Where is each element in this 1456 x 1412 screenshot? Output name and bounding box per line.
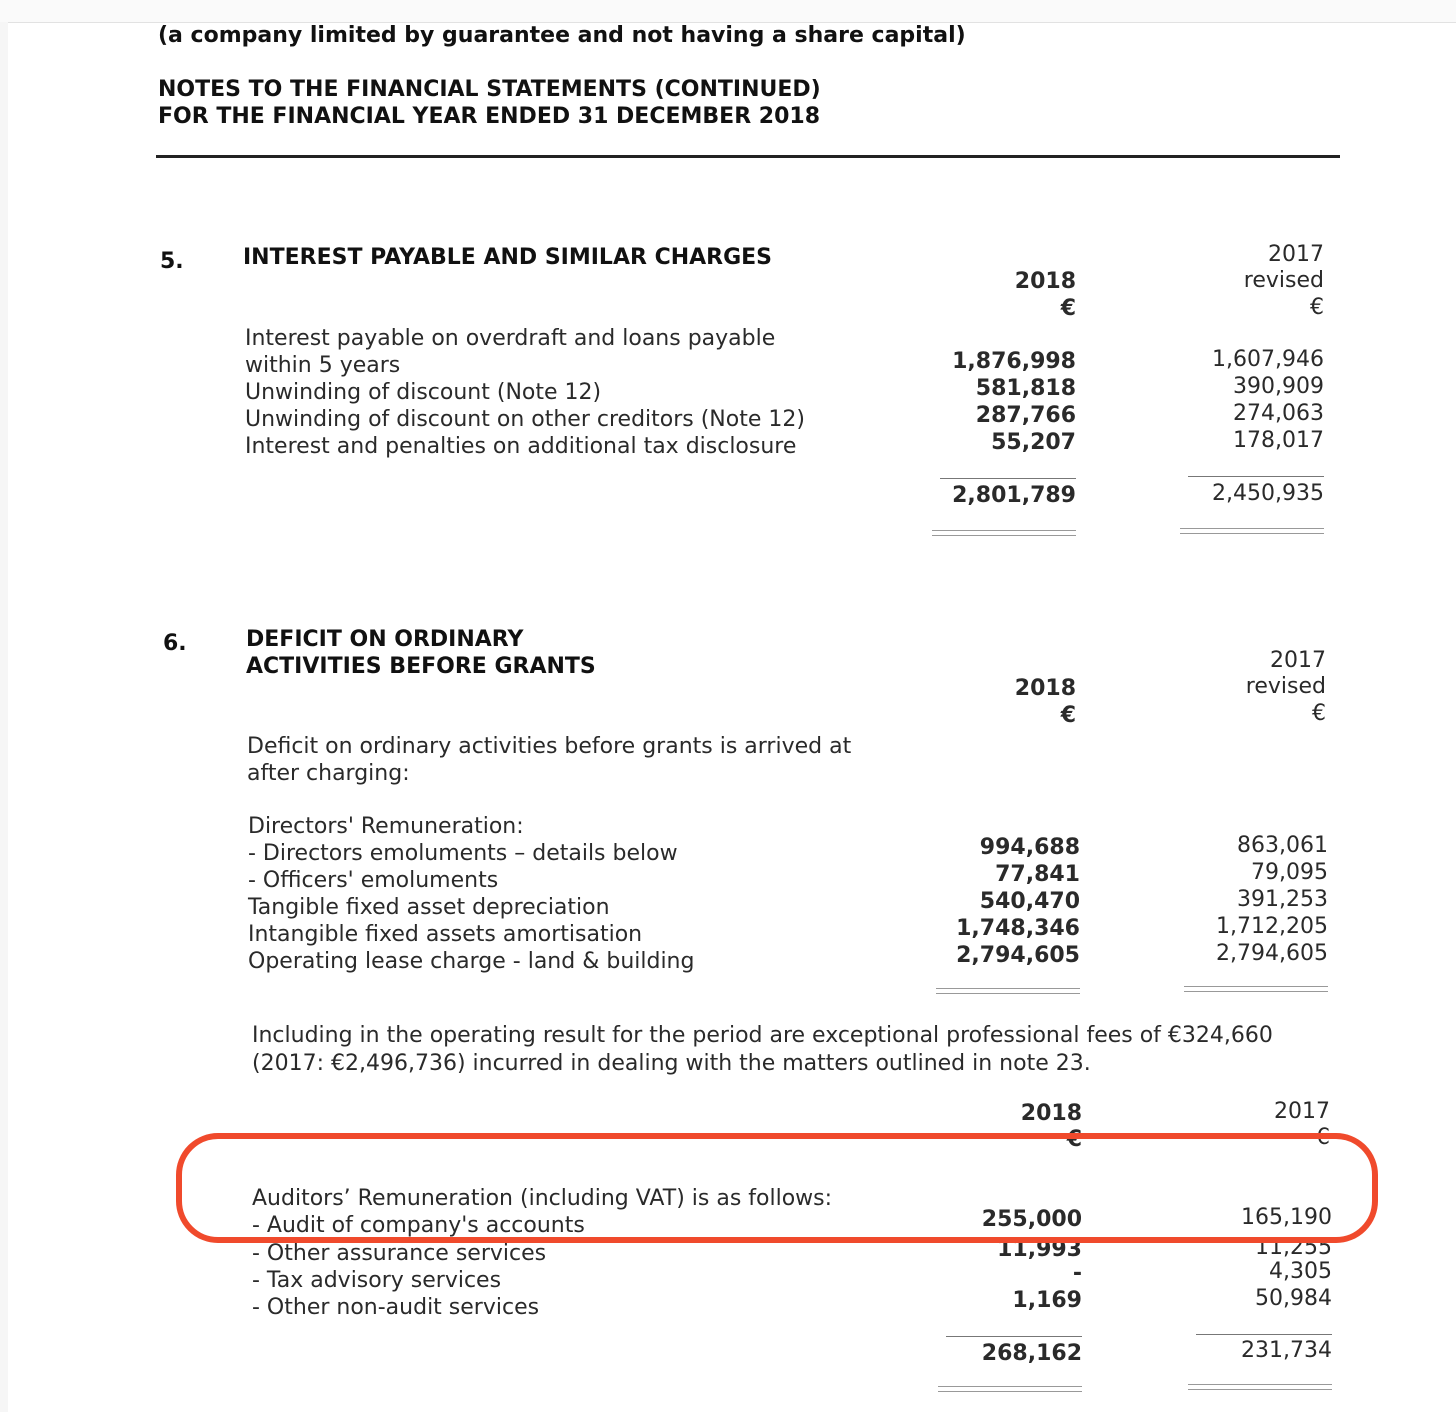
note-5-value-2017: 1,607,946 — [1212, 347, 1324, 372]
note-6-intro-line2: after charging: — [247, 761, 410, 786]
note-5-total-double-rule-2017 — [1180, 528, 1324, 534]
note-5-value-2018: 287,766 — [975, 403, 1076, 428]
auditors-hidden-2018-clip — [900, 1237, 1082, 1262]
auditors-col-2017: 2017 — [1274, 1099, 1330, 1124]
note-5-value-2018: 581,818 — [975, 376, 1076, 401]
note-6-values-2018 — [900, 834, 1080, 969]
note-6-values-2017 — [1150, 832, 1328, 967]
note-6-col-2017: 2017 — [1270, 648, 1326, 673]
note-5-values-2017 — [1150, 346, 1324, 454]
note-5-values-2018 — [900, 348, 1076, 456]
note-6-row-label: Intangible fixed assets amortisation — [248, 922, 643, 947]
note-6-row-label: - Directors emoluments – details below — [248, 841, 678, 866]
auditors-row-label: - Other non-audit services — [252, 1295, 540, 1320]
note-6-value-2018: 2,794,605 — [956, 943, 1080, 968]
note-5-subtotal-rule-2018 — [940, 478, 1076, 479]
viewer-top-edge — [0, 0, 1456, 23]
note-6-double-rule-2018 — [936, 988, 1080, 994]
note-6-value-2017: 863,061 — [1237, 833, 1328, 858]
note-5-total-2017: 2,450,935 — [1212, 481, 1324, 506]
header-divider — [156, 155, 1340, 158]
note-6-row-label: Operating lease charge - land & building — [248, 949, 695, 974]
note-6-title: DEFICIT ON ORDINARY — [246, 627, 524, 652]
note-6-row-label: - Officers' emoluments — [248, 868, 499, 893]
note-5-value-2017: 274,063 — [1233, 401, 1324, 426]
note-6-revised-label: revised — [1245, 674, 1326, 699]
auditors-subtotal-rule-2017 — [1196, 1334, 1332, 1335]
note-6-number: 6. — [163, 631, 187, 656]
note-5-currency-2018: € — [1060, 296, 1076, 321]
note-6-value-2017: 79,095 — [1251, 860, 1328, 885]
note-6-value-2017: 391,253 — [1237, 887, 1328, 912]
note-6-value-2018: 540,470 — [979, 889, 1080, 914]
note-5-labels — [245, 325, 805, 460]
note-6-currency-2017: € — [1312, 701, 1326, 726]
note-5-col-2017: 2017 — [1268, 242, 1324, 267]
note-6-value-2017: 2,794,605 — [1216, 941, 1328, 966]
note-5-row-label: Interest payable on overdraft and loans payable — [245, 326, 776, 351]
note-5-currency-2017: € — [1310, 295, 1324, 320]
note-5-value-2018: 55,207 — [991, 430, 1076, 455]
note-6-double-rule-2017 — [1184, 986, 1328, 992]
note-5-number: 5. — [160, 249, 184, 274]
note-6-intro: Deficit on ordinary activities before grants is arrived at — [247, 734, 852, 759]
auditors-value-2017: 11,255 — [1255, 1235, 1332, 1260]
note-5-col-2018: 2018 — [1014, 269, 1076, 294]
annotation-highlight-box — [176, 1133, 1378, 1243]
auditors-row-label: - Audit of company's accounts — [252, 1213, 585, 1238]
auditors-double-rule-2017 — [1188, 1384, 1332, 1390]
note-5-row-label: Unwinding of discount on other creditors (Note 12) — [245, 407, 805, 432]
viewer-left-edge — [0, 22, 8, 1412]
note-5-subtotal-rule-2017 — [1188, 476, 1324, 477]
note-5-row-label: Unwinding of discount (Note 12) — [245, 380, 602, 405]
auditors-value-2018: 11,993 — [997, 1237, 1082, 1262]
note-5-value-2017: 178,017 — [1233, 428, 1324, 453]
auditors-value-2017: 4,305 — [1269, 1259, 1332, 1284]
auditors-hidden-label-clip — [240, 1241, 640, 1266]
auditors-value-2017: 50,984 — [1255, 1286, 1332, 1311]
auditors-currency-2018: € — [1066, 1127, 1082, 1152]
note-6-value-2018: 77,841 — [995, 862, 1080, 887]
auditors-row-label: - Tax advisory services — [252, 1268, 502, 1293]
note-6-labels — [248, 813, 694, 975]
note-5-total-2018: 2,801,789 — [952, 483, 1076, 508]
financial-year-title: FOR THE FINANCIAL YEAR ENDED 31 DECEMBER 2018 — [158, 104, 821, 129]
note-6-title-line2: ACTIVITIES BEFORE GRANTS — [246, 654, 596, 679]
note-5-revised-label: revised — [1243, 268, 1324, 293]
auditors-col-2018: 2018 — [1020, 1101, 1082, 1126]
note-5-row-label: within 5 years — [245, 353, 401, 378]
auditors-value-2018: 255,000 — [981, 1207, 1082, 1232]
notes-title: NOTES TO THE FINANCIAL STATEMENTS (CONTINUED) — [158, 77, 821, 102]
note-6-row-label: Tangible fixed asset depreciation — [248, 895, 610, 920]
note-6-value-2017: 1,712,205 — [1216, 914, 1328, 939]
auditors-subtotal-rule-2018 — [946, 1336, 1082, 1337]
company-description: (a company limited by guarantee and not having a share capital) — [158, 23, 966, 48]
note-5-value-2018: 1,876,998 — [952, 349, 1076, 374]
note-6-col-2018: 2018 — [1014, 676, 1076, 701]
note-5-title: INTEREST PAYABLE AND SIMILAR CHARGES — [243, 245, 773, 270]
note-5-row-label: Interest and penalties on additional tax disclosure — [245, 434, 797, 459]
auditors-currency-2017: € — [1316, 1125, 1330, 1150]
note-5-value-2017: 390,909 — [1233, 374, 1324, 399]
note-6-value-2018: 1,748,346 — [956, 916, 1080, 941]
auditors-total-2018: 268,162 — [981, 1341, 1082, 1366]
auditors-remuneration-intro: Auditors’ Remuneration (including VAT) is as follows: — [252, 1186, 833, 1211]
exceptional-fees-note-line2: (2017: €2,496,736) incurred in dealing with the matters outlined in note 23. — [252, 1051, 1091, 1076]
note-5-total-double-rule-2018 — [932, 530, 1076, 536]
exceptional-fees-note: Including in the operating result for the period are exceptional professional fees of €324,660 — [252, 1023, 1273, 1048]
auditors-value-2018: 1,169 — [1012, 1288, 1082, 1313]
note-6-row-label: Directors' Remuneration: — [248, 814, 524, 839]
auditors-value-2018: - — [1072, 1261, 1082, 1286]
note-6-value-2018: 994,688 — [979, 835, 1080, 860]
auditors-row-label: - Other assurance services — [252, 1241, 547, 1266]
auditors-total-2017: 231,734 — [1241, 1338, 1332, 1363]
auditors-value-2017: 165,190 — [1241, 1205, 1332, 1230]
auditors-double-rule-2018 — [938, 1386, 1082, 1392]
note-6-currency-2018: € — [1060, 703, 1076, 728]
